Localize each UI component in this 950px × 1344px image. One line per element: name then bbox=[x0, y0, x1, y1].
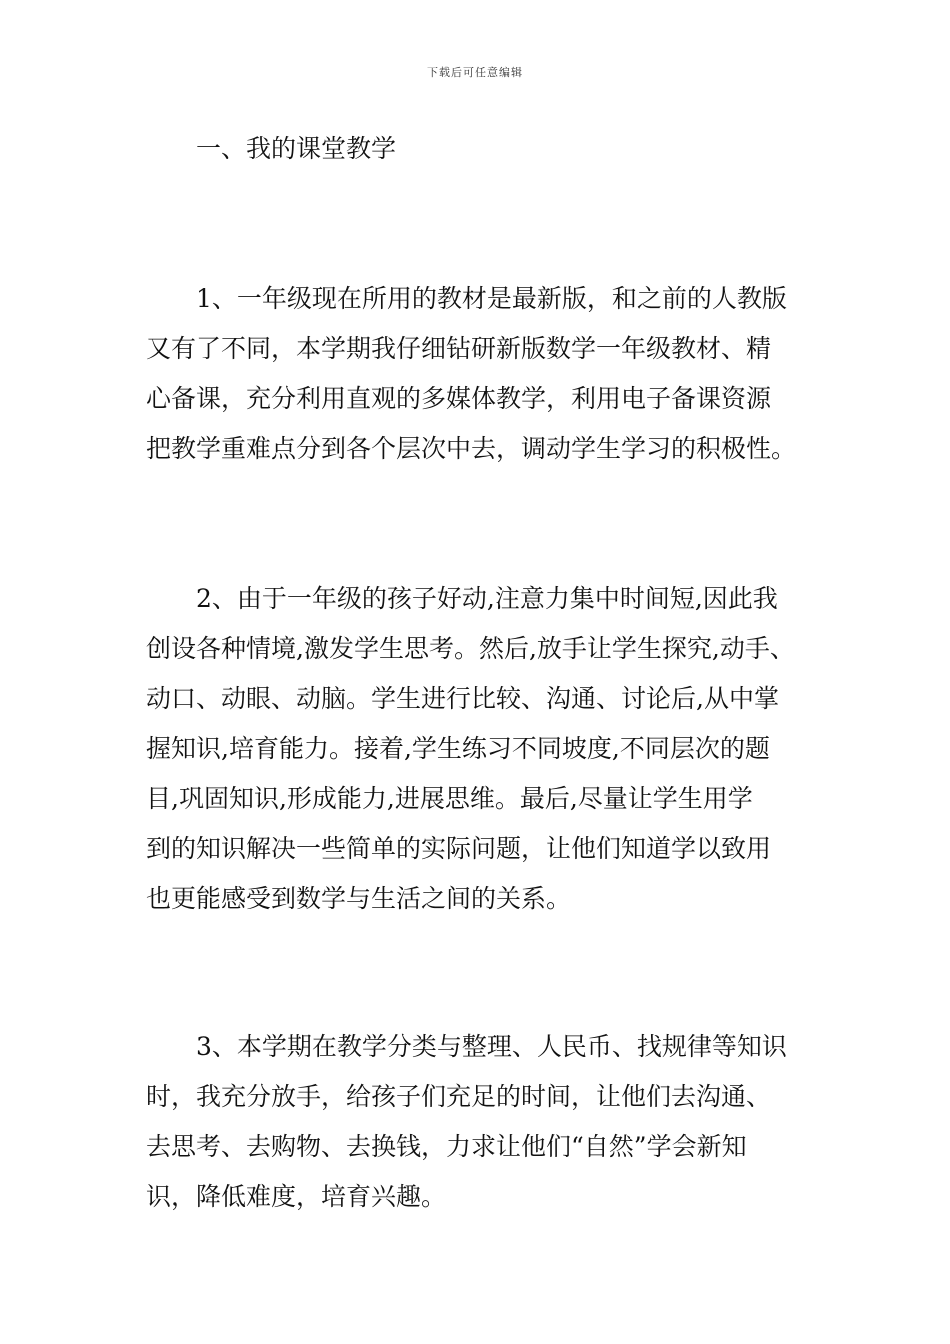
paragraph-line: 把教学重难点分到各个层次中去，调动学生学习的积极性。 bbox=[146, 434, 797, 463]
paragraph-line: 2、由于一年级的孩子好动,注意力集中时间短,因此我 bbox=[196, 584, 778, 613]
paragraph-line: 动口、动眼、动脑。学生进行比较、沟通、讨论后,从中掌 bbox=[146, 684, 779, 713]
paragraph-1 bbox=[146, 274, 818, 474]
paragraph-line: 心备课，充分利用直观的多媒体教学，利用电子备课资源 bbox=[146, 384, 772, 413]
paragraph-3 bbox=[146, 1022, 818, 1222]
paragraph-line: 3、本学期在教学分类与整理、人民币、找规律等知识 bbox=[196, 1032, 787, 1061]
paragraph-line: 时，我充分放手，给孩子们充足的时间，让他们去沟通、 bbox=[146, 1082, 772, 1111]
paragraph-line: 握知识,培育能力。接着,学生练习不同坡度,不同层次的题 bbox=[146, 734, 770, 763]
paragraph-line: 到的知识解决一些简单的实际问题，让他们知道学以致用 bbox=[146, 834, 772, 863]
paragraph-line: 又有了不同，本学期我仔细钻研新版数学一年级教材、精 bbox=[146, 334, 772, 363]
section-heading: 一、我的课堂教学 bbox=[196, 134, 397, 163]
paragraph-line: 去思考、去购物、去换钱，力求让他们“自然”学会新知 bbox=[146, 1132, 747, 1161]
paragraph-line: 1、一年级现在所用的教材是最新版，和之前的人教版 bbox=[196, 284, 787, 313]
paragraph-line: 创设各种情境,激发学生思考。然后,放手让学生探究,动手、 bbox=[146, 634, 795, 663]
paragraph-2 bbox=[146, 574, 818, 924]
paragraph-line: 目,巩固知识,形成能力,进展思维。最后,尽量让学生用学 bbox=[146, 784, 753, 813]
paragraph-line: 也更能感受到数学与生活之间的关系。 bbox=[146, 884, 572, 913]
header-note: 下载后可任意编辑 bbox=[427, 66, 523, 79]
paragraph-line: 识，降低难度，培育兴趣。 bbox=[146, 1182, 447, 1211]
